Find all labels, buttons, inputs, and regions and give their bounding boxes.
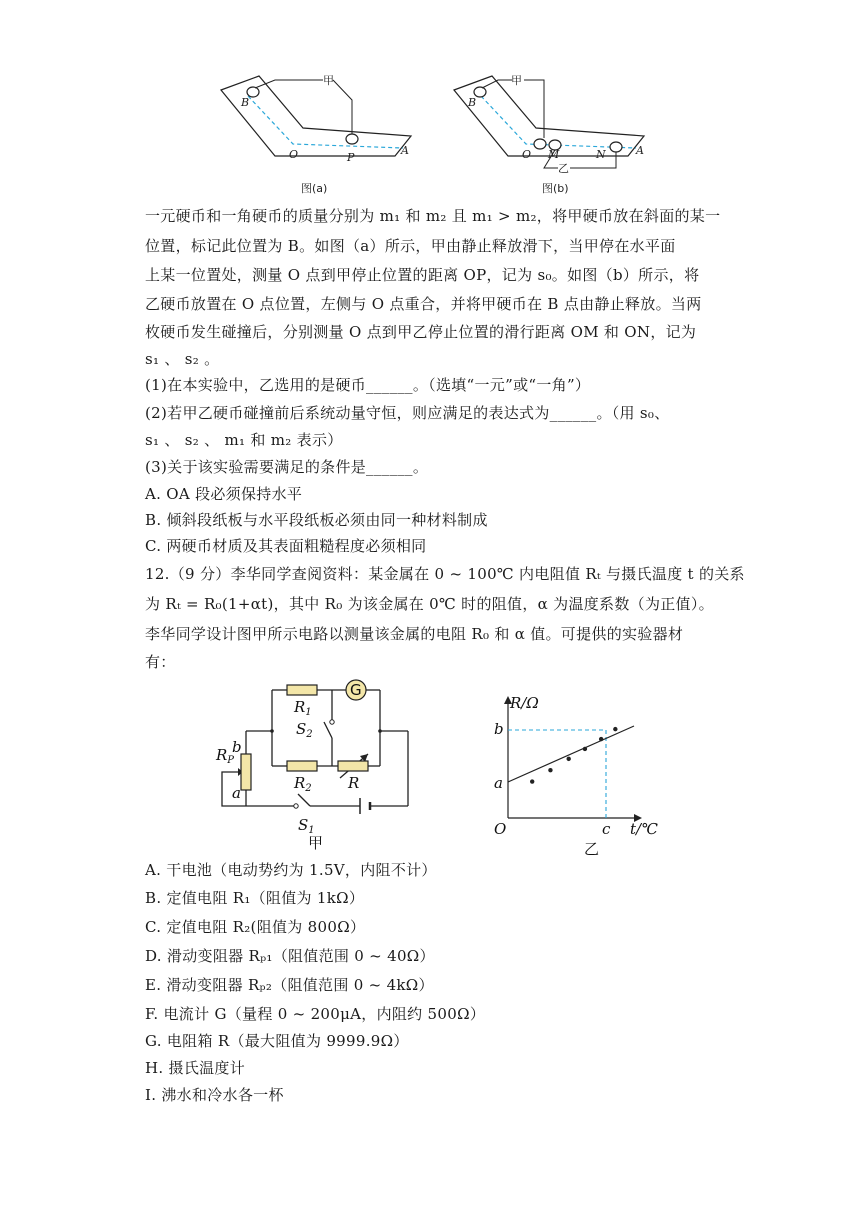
- graph-point-5: [599, 737, 603, 741]
- q12-line-2: 为 Rₜ = R₀(1+αt)，其中 R₀ 为该金属在 0℃ 时的阻值，α 为温度系数（为正值）。: [145, 595, 714, 613]
- option-b: B. 倾斜段纸板与水平段纸板必须由同一种材料制成: [145, 511, 488, 529]
- para-line-2: 位置，标记此位置为 B。如图（a）所示，甲由静止释放滑下，当甲停在水平面: [145, 237, 676, 255]
- r1-label: $R_1$: [294, 698, 312, 718]
- graph-point-3: [567, 757, 571, 761]
- coin-b-label-2: 乙: [558, 162, 569, 175]
- graph-point-4: [583, 747, 587, 751]
- para-line-5: 枚硬币发生碰撞后，分别测量 O 点到甲乙停止位置的滑行距离 OM 和 ON，记为: [145, 323, 697, 341]
- equip-d: D. 滑动变阻器 Rₚ₁（阻值范围 0 ~ 40Ω）: [145, 947, 435, 965]
- graph-caption: 乙: [584, 840, 600, 858]
- label-b-b: B: [468, 96, 477, 109]
- label-a: A: [401, 144, 409, 157]
- coin-a-label: 甲: [323, 74, 334, 87]
- figure-b: [448, 68, 648, 196]
- para-line-1: 一元硬币和一角硬币的质量分别为 m₁ 和 m₂ 且 m₁ > m₂，将甲硬币放在斜面的某一: [145, 207, 721, 225]
- graph-tick-c: c: [602, 820, 611, 838]
- equip-a: A. 干电池（电动势约为 1.5V，内阻不计）: [145, 861, 437, 879]
- label-o: O: [289, 148, 299, 161]
- option-c: C. 两硬币材质及其表面粗糙程度必须相同: [145, 537, 427, 555]
- circuit-diagram: [210, 676, 420, 854]
- label-b-n: N: [596, 148, 606, 161]
- circuit-caption: 甲: [308, 834, 324, 852]
- label-b-a: A: [636, 144, 644, 157]
- caption-a: 图(a): [301, 182, 328, 195]
- label-b: B: [241, 96, 250, 109]
- question-1: (1)在本实验中，乙选用的是硬币______。（选填“一元”或“一角”）: [145, 376, 591, 394]
- equip-e: E. 滑动变阻器 Rₚ₂（阻值范围 0 ~ 4kΩ）: [145, 976, 434, 994]
- equip-b: B. 定值电阻 R₁（阻值为 1kΩ）: [145, 889, 365, 907]
- rp-label: $R_P$: [216, 746, 235, 766]
- equip-f: F. 电流计 G（量程 0 ~ 200μA，内阻约 500Ω）: [145, 1005, 486, 1023]
- question-2-cont: s₁ 、 s₂ 、 m₁ 和 m₂ 表示）: [145, 431, 343, 449]
- rp-end-a: a: [232, 784, 241, 802]
- q12-line-1: 12.（9 分）李华同学查阅资料：某金属在 0 ~ 100℃ 内电阻值 Rₜ 与摄氏温度 t 的关系: [145, 565, 745, 583]
- graph-xlabel: t/℃: [630, 820, 658, 838]
- option-a: A. OA 段必须保持水平: [145, 485, 303, 503]
- figure-a: [215, 68, 415, 196]
- equip-i: I. 沸水和冷水各一杯: [145, 1086, 284, 1104]
- graph-point-1: [530, 779, 534, 783]
- label-b-m: M: [548, 148, 560, 161]
- question-3: (3)关于该实验需要满足的条件是______。: [145, 458, 429, 476]
- s1-label: $S_1$: [298, 816, 315, 836]
- para-line-3: 上某一位置处，测量 O 点到甲停止位置的距离 OP，记为 s₀。如图（b）所示，将: [145, 266, 700, 284]
- galvanometer-label: G: [350, 681, 362, 699]
- label-p: P: [347, 151, 355, 164]
- graph-origin: O: [494, 820, 507, 838]
- question-2: (2)若甲乙硬币碰撞前后系统动量守恒，则应满足的表达式为______。（用 s₀、: [145, 404, 670, 422]
- coin-b-label-1: 甲: [511, 74, 522, 87]
- r2-label: $R_2$: [294, 774, 312, 794]
- equip-g: G. 电阻箱 R（最大阻值为 9999.9Ω）: [145, 1032, 409, 1050]
- caption-b: 图(b): [542, 182, 569, 195]
- graph-r-t: [488, 694, 678, 858]
- r-box-label: R: [348, 774, 360, 792]
- s2-label: $S_2$: [296, 720, 313, 740]
- graph-ylabel: R/Ω: [510, 694, 539, 712]
- equip-c: C. 定值电阻 R₂(阻值为 800Ω）: [145, 918, 366, 936]
- label-b-o: O: [522, 148, 532, 161]
- graph-point-2: [548, 768, 552, 772]
- graph-point-6: [613, 727, 617, 731]
- equip-h: H. 摄氏温度计: [145, 1059, 246, 1077]
- graph-tick-b: b: [494, 720, 504, 738]
- para-line-4: 乙硬币放置在 O 点位置，左侧与 O 点重合，并将甲硬币在 B 点由静止释放。当两: [145, 295, 702, 313]
- para-line-6: s₁ 、 s₂ 。: [145, 350, 220, 368]
- q12-line-3: 李华同学设计图甲所示电路以测量该金属的电阻 R₀ 和 α 值。可提供的实验器材: [145, 625, 684, 643]
- rp-end-b: b: [232, 738, 242, 756]
- graph-tick-a: a: [494, 774, 503, 792]
- q12-line-4: 有：: [145, 653, 176, 671]
